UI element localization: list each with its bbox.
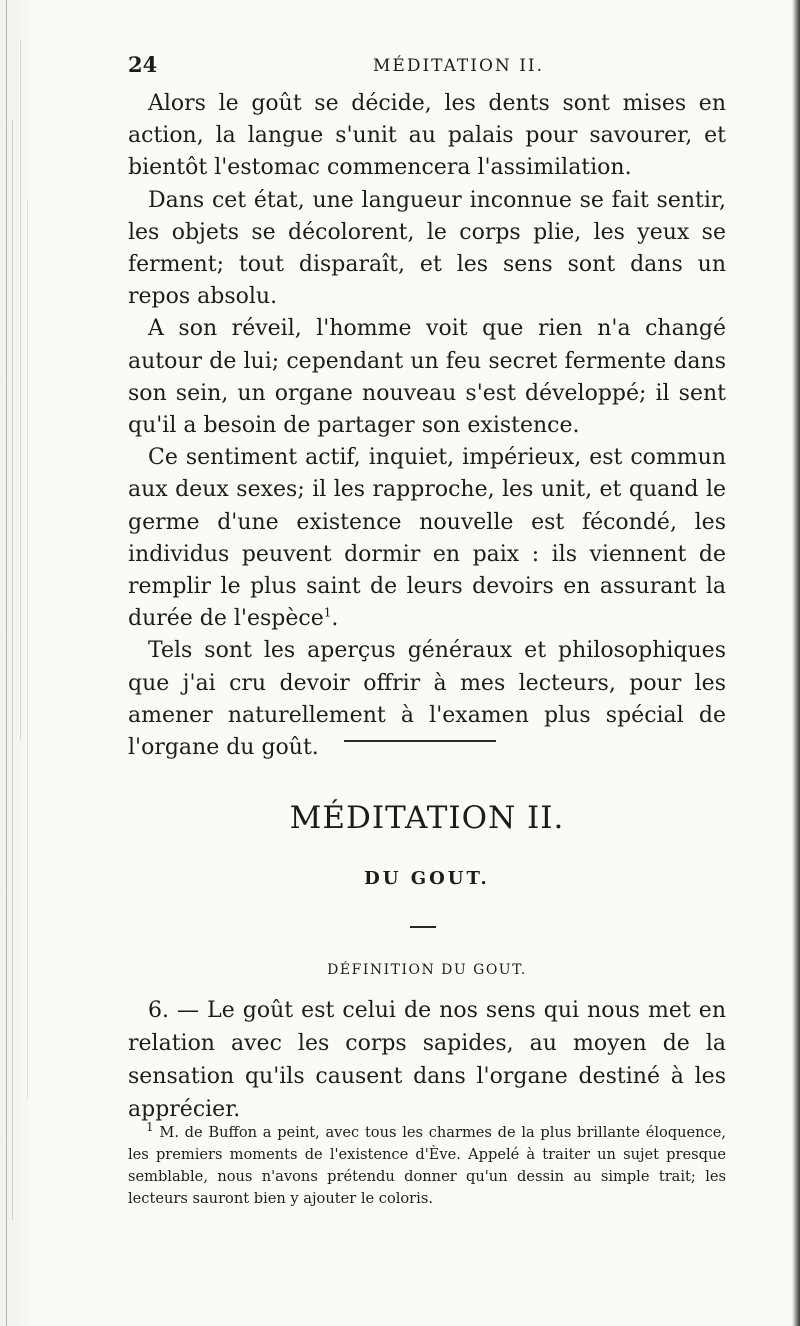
footnote-reference: 1 [323,605,332,620]
page-edge-line [6,0,7,1326]
body-text [128,88,726,764]
paragraph [128,442,726,635]
page-edge-line [27,200,28,1100]
paragraph-text: Ce sentiment actif, inquiet, impérieux, est commun aux deux sexes; il les rapproche, les unit, et quand le germe d'une existence nouvelle est fécondé, les individus peuvent dormir en paix : ils viennent de remplir le plus saint de leurs devoirs en assurant la durée de l'espèce [128,445,726,632]
running-head: MÉDITATION II. [373,56,545,76]
page-edge-line [20,40,21,740]
section-divider [344,740,496,742]
footnote-paragraph [128,1122,726,1210]
section-sub-subtitle: DÉFINITION DU GOUT. [327,962,527,978]
page-header [128,52,728,82]
definition-text [128,994,726,1126]
paragraph-end: . [331,606,339,632]
subtitle-divider [410,926,436,928]
page-edge-line [12,120,13,1220]
footnote [128,1122,726,1210]
paragraph: Alors le goût se décide, les dents sont mises en action, la langue s'unit au palais pour savourer, et bientôt l'estomac commencera l'assimilation. [128,91,726,181]
paragraph: Dans cet état, une langueur inconnue se fait sentir, les objets se décolorent, le corps plie, les yeux se ferment; tout disparaît, et les sens sont dans un repos absolu. [128,187,726,310]
page-edge-shadow [792,0,800,1326]
page-number: 24 [128,52,158,77]
paragraph: Tels sont les aperçus généraux et philosophiques que j'ai cru devoir offrir à mes lecteurs, pour les amener naturellement à l'examen plus spécial de l'organe du goût. [128,638,726,761]
footnote-marker: 1 [146,1120,154,1135]
footnote-text: M. de Buffon a peint, avec tous les charmes de la plus brillante éloquence, les premiers moments de l'existence d'Ève. Appelé à traiter un sujet presque semblable, nous n'avons prétendu donner qu'un dessin au simple trait; les lecteurs sauront bien y ajouter le coloris. [128,1124,727,1207]
paragraph: A son réveil, l'homme voit que rien n'a changé autour de lui; cependant un feu secret fermente dans son sein, un organe nouveau s'est développé; il sent qu'il a besoin de partager son existence. [128,316,726,439]
paragraph: 6. — Le goût est celui de nos sens qui nous met en relation avec les corps sapides, au moyen de la sensation qu'ils causent dans l'organe destiné à les apprécier. [128,998,726,1122]
section-title: MÉDITATION II. [289,800,565,836]
section-subtitle: DU GOUT. [364,868,490,889]
